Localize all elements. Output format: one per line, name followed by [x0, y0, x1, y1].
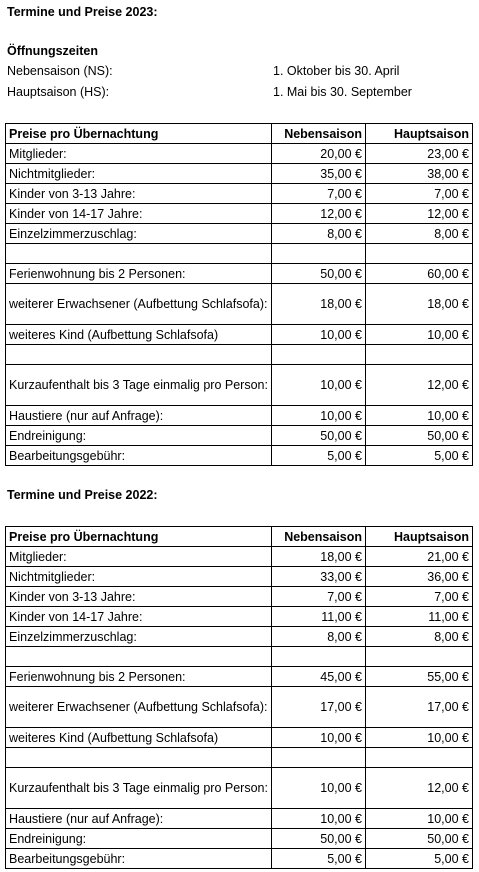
off-season-price: 50,00 €: [272, 829, 366, 849]
high-season-price: 12,00 €: [366, 204, 473, 224]
off-season-price: 8,00 €: [272, 224, 366, 244]
table-row: [6, 829, 473, 849]
high-season-price: 36,00 €: [366, 567, 473, 587]
table-row: [6, 567, 473, 587]
off-season-price: 12,00 €: [272, 204, 366, 224]
table-row: [6, 849, 473, 869]
row-label: Endreinigung:: [6, 829, 272, 849]
column-header-off-season: Nebensaison: [272, 124, 366, 144]
off-season-price: 10,00 €: [272, 406, 366, 426]
spacer-row: [6, 647, 473, 667]
off-season-price: 20,00 €: [272, 144, 366, 164]
high-season-price: 18,00 €: [366, 284, 473, 325]
row-label: Mitglieder:: [6, 144, 272, 164]
spacer-row: [6, 345, 473, 365]
off-season-price: 35,00 €: [272, 164, 366, 184]
row-label: Einzelzimmerzuschlag:: [6, 224, 272, 244]
high-season-price: 12,00 €: [366, 768, 473, 809]
row-label: Haustiere (nur auf Anfrage):: [6, 809, 272, 829]
high-season-price: 7,00 €: [366, 587, 473, 607]
column-header-item: Preise pro Übernachtung: [6, 124, 272, 144]
row-label: weiterer Erwachsener (Aufbettung Schlafsofa):: [6, 687, 272, 728]
row-label: Kinder von 3-13 Jahre:: [6, 184, 272, 204]
off-season-price: 18,00 €: [272, 547, 366, 567]
high-season-price: 10,00 €: [366, 728, 473, 748]
table-row: [6, 204, 473, 224]
column-header-high-season: Hauptsaison: [366, 124, 473, 144]
high-season-dates: 1. Mai bis 30. September: [273, 85, 412, 99]
off-season-label: Nebensaison (NS):: [7, 64, 113, 78]
row-label: weiterer Erwachsener (Aufbettung Schlafsofa):: [6, 284, 272, 325]
table-row: [6, 426, 473, 446]
table-row: [6, 144, 473, 164]
row-label: weiteres Kind (Aufbettung Schlafsofa): [6, 325, 272, 345]
high-season-price: 7,00 €: [366, 184, 473, 204]
row-label: Kinder von 14-17 Jahre:: [6, 204, 272, 224]
high-season-price: 38,00 €: [366, 164, 473, 184]
high-season-price: 50,00 €: [366, 829, 473, 849]
row-label: Nichtmitglieder:: [6, 567, 272, 587]
column-header-off-season: Nebensaison: [272, 527, 366, 547]
table-header-row: [6, 527, 473, 547]
high-season-price: 10,00 €: [366, 325, 473, 345]
row-label: Kurzaufenthalt bis 3 Tage einmalig pro Person:: [6, 768, 272, 809]
opening-hours-title: Öffnungszeiten: [7, 44, 98, 58]
price-table-2023: [5, 123, 473, 466]
off-season-price: 8,00 €: [272, 627, 366, 647]
row-label: Haustiere (nur auf Anfrage):: [6, 406, 272, 426]
off-season-price: 10,00 €: [272, 365, 366, 406]
table-row: [6, 627, 473, 647]
table-row: [6, 547, 473, 567]
high-season-price: 8,00 €: [366, 224, 473, 244]
price-table-2022: [5, 526, 473, 869]
off-season-price: 10,00 €: [272, 728, 366, 748]
table-row: [6, 365, 473, 406]
off-season-price: 5,00 €: [272, 849, 366, 869]
row-label: Einzelzimmerzuschlag:: [6, 627, 272, 647]
off-season-price: 45,00 €: [272, 667, 366, 687]
row-label: weiteres Kind (Aufbettung Schlafsofa): [6, 728, 272, 748]
row-label: Ferienwohnung bis 2 Personen:: [6, 667, 272, 687]
off-season-price: 11,00 €: [272, 607, 366, 627]
high-season-price: 23,00 €: [366, 144, 473, 164]
table-row: [6, 325, 473, 345]
table-row: [6, 728, 473, 748]
high-season-price: 5,00 €: [366, 849, 473, 869]
off-season-price: 17,00 €: [272, 687, 366, 728]
high-season-price: 10,00 €: [366, 406, 473, 426]
table-row: [6, 446, 473, 466]
off-season-price: 5,00 €: [272, 446, 366, 466]
row-label: Kinder von 14-17 Jahre:: [6, 607, 272, 627]
column-header-high-season: Hauptsaison: [366, 527, 473, 547]
table-row: [6, 809, 473, 829]
table-row: [6, 406, 473, 426]
spacer-row: [6, 748, 473, 768]
section-2022-title: Termine und Preise 2022:: [7, 488, 158, 502]
high-season-price: 11,00 €: [366, 607, 473, 627]
table-row: [6, 224, 473, 244]
table-row: [6, 284, 473, 325]
section-2023-title: Termine und Preise 2023:: [7, 5, 158, 19]
high-season-price: 12,00 €: [366, 365, 473, 406]
off-season-price: 7,00 €: [272, 184, 366, 204]
high-season-price: 55,00 €: [366, 667, 473, 687]
off-season-price: 10,00 €: [272, 809, 366, 829]
high-season-price: 60,00 €: [366, 264, 473, 284]
table-header-row: [6, 124, 473, 144]
high-season-label: Hauptsaison (HS):: [7, 85, 110, 99]
row-label: Nichtmitglieder:: [6, 164, 272, 184]
row-label: Ferienwohnung bis 2 Personen:: [6, 264, 272, 284]
row-label: Mitglieder:: [6, 547, 272, 567]
high-season-price: 17,00 €: [366, 687, 473, 728]
table-row: [6, 687, 473, 728]
high-season-price: 10,00 €: [366, 809, 473, 829]
row-label: Bearbeitungsgebühr:: [6, 446, 272, 466]
spacer-row: [6, 244, 473, 264]
off-season-price: 50,00 €: [272, 264, 366, 284]
table-row: [6, 264, 473, 284]
table-row: [6, 667, 473, 687]
high-season-price: 8,00 €: [366, 627, 473, 647]
high-season-price: 21,00 €: [366, 547, 473, 567]
table-row: [6, 768, 473, 809]
high-season-price: 5,00 €: [366, 446, 473, 466]
off-season-price: 10,00 €: [272, 325, 366, 345]
row-label: Bearbeitungsgebühr:: [6, 849, 272, 869]
off-season-price: 10,00 €: [272, 768, 366, 809]
row-label: Endreinigung:: [6, 426, 272, 446]
table-row: [6, 607, 473, 627]
off-season-price: 33,00 €: [272, 567, 366, 587]
off-season-dates: 1. Oktober bis 30. April: [273, 64, 400, 78]
table-row: [6, 587, 473, 607]
column-header-item: Preise pro Übernachtung: [6, 527, 272, 547]
off-season-price: 18,00 €: [272, 284, 366, 325]
off-season-price: 7,00 €: [272, 587, 366, 607]
table-row: [6, 184, 473, 204]
off-season-price: 50,00 €: [272, 426, 366, 446]
table-row: [6, 164, 473, 184]
row-label: Kinder von 3-13 Jahre:: [6, 587, 272, 607]
row-label: Kurzaufenthalt bis 3 Tage einmalig pro Person:: [6, 365, 272, 406]
high-season-price: 50,00 €: [366, 426, 473, 446]
